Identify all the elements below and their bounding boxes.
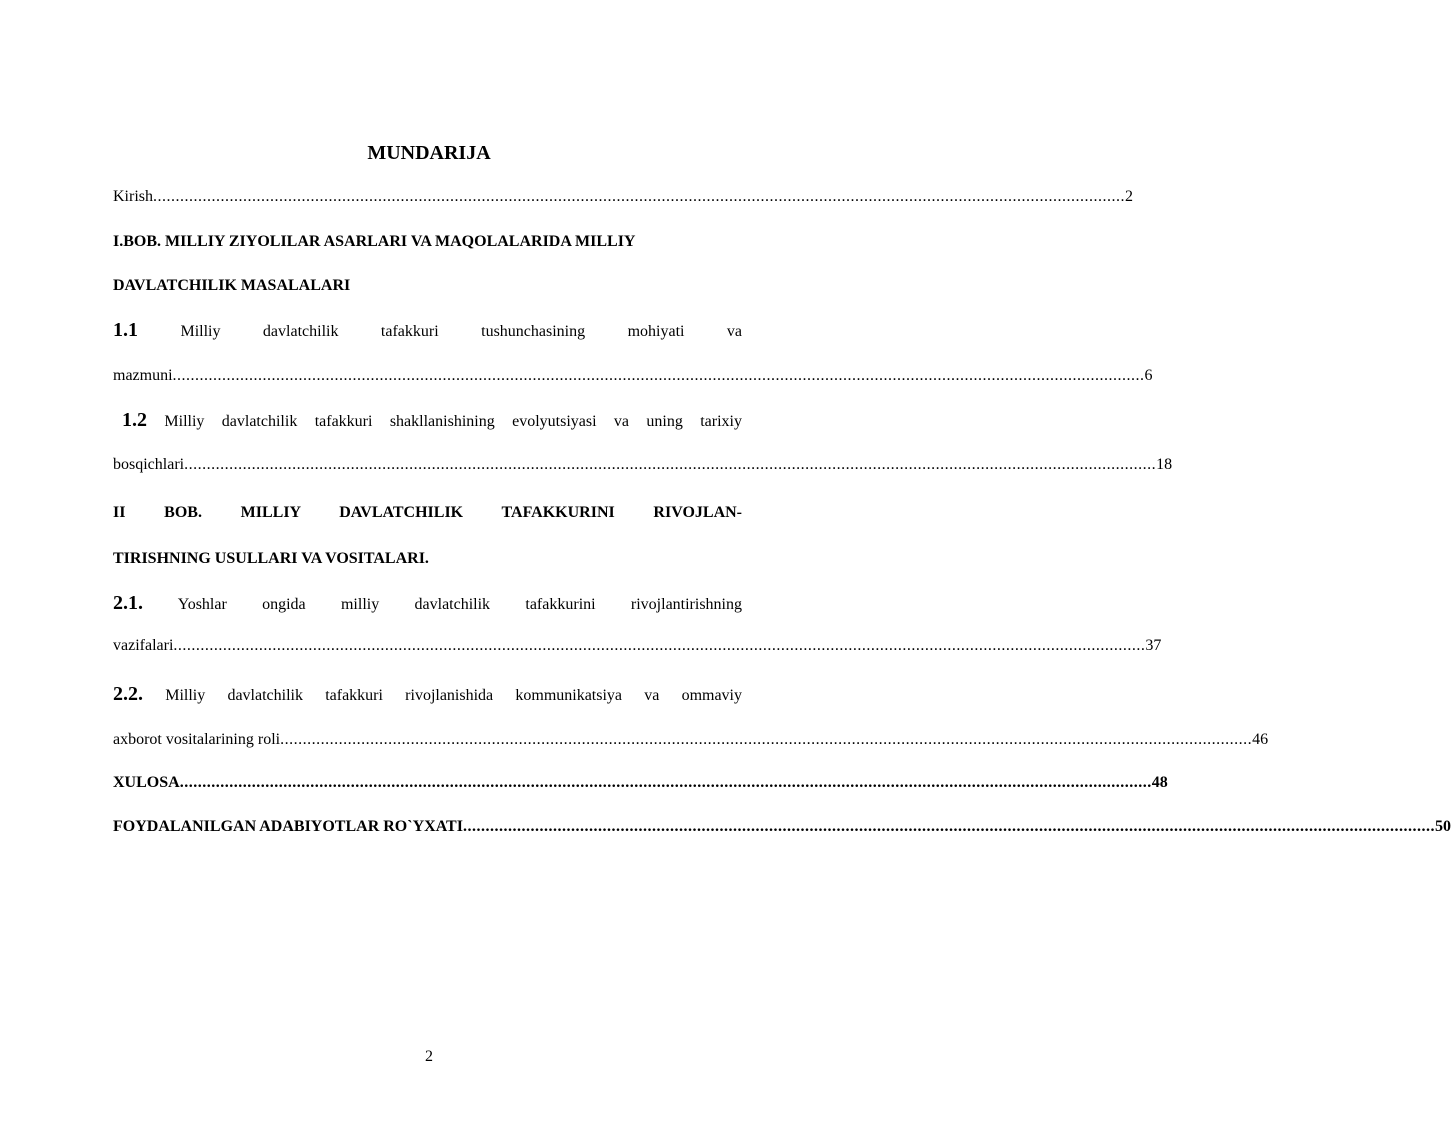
toc-section-text: Yoshlar ongida milliy davlatchilik tafakkurini rivojlantirishning [177, 596, 743, 613]
toc-entry-label: vazifalari [113, 637, 174, 654]
toc-entry-kirish [113, 187, 1133, 207]
toc-section-number: 1.1 [113, 319, 138, 341]
toc-leader-dots: ........................................................................................................................................................................................................................ [280, 731, 1253, 748]
toc-page-number: 50 [1434, 818, 1451, 835]
toc-entry-label: axborot vositalarining roli [113, 731, 281, 748]
toc-section-number: 2.1. [113, 592, 143, 614]
toc-leader-dots: ........................................................................................................................................................................................................................ [172, 367, 1145, 384]
toc-entry-xulosa [113, 773, 1168, 793]
toc-chapter-2-line2: TIRISHNING USULLARI VA VOSITALARI. [113, 550, 429, 567]
toc-entry-label: bosqichlari [113, 456, 185, 473]
toc-section-2-2-line2 [113, 730, 1269, 750]
toc-entry-label: XULOSA [113, 774, 180, 791]
toc-page-number: 6 [1144, 367, 1153, 384]
toc-leader-dots: ........................................................................................................................................................................................................................ [179, 774, 1152, 791]
toc-entry-label: Kirish [113, 188, 153, 205]
toc-leader-dots: ........................................................................................................................................................................................................................ [184, 456, 1157, 473]
toc-page-number: 37 [1145, 637, 1162, 654]
toc-section-number: 2.2. [113, 683, 143, 705]
page-title: MUNDARIJA [367, 142, 491, 164]
toc-page-number: 2 [1125, 188, 1133, 205]
toc-page-number: 48 [1151, 774, 1168, 791]
toc-section-text: Milliy davlatchilik tafakkuri shakllanishining evolyutsiyasi va uning tarixiy [164, 413, 743, 430]
toc-chapter-2-line1: II BOB. MILLIY DAVLATCHILIK TAFAKKURINI RIVOJLAN- [113, 504, 742, 521]
toc-section-number: 1.2 [122, 409, 147, 431]
toc-section-1-2-line1 [122, 410, 742, 432]
toc-leader-dots: ........................................................................................................................................................................................................................ [462, 818, 1435, 835]
toc-section-1-2-line2 [113, 455, 1173, 475]
toc-page-number: 46 [1252, 731, 1269, 748]
toc-entry-label: mazmuni [113, 367, 173, 384]
toc-leader-dots: ........................................................................................................................................................................................................................ [153, 188, 1125, 205]
toc-section-text: Milliy davlatchilik tafakkuri tushunchasining mohiyati va [180, 323, 743, 340]
toc-section-text: Milliy davlatchilik tafakkuri rivojlanishida kommunikatsiya va ommaviy [165, 687, 742, 704]
toc-section-1-1-line1 [113, 320, 742, 342]
toc-entry-references [113, 817, 1451, 837]
page-number: 2 [425, 1048, 433, 1065]
toc-entry-label: FOYDALANILGAN ADABIYOTLAR RO`YXATI [113, 818, 463, 835]
toc-section-2-1-line1 [113, 593, 742, 615]
toc-chapter-1-line1: I.BOB. MILLIY ZIYOLILAR ASARLARI VA MAQOLALARIDA MILLIY [113, 233, 636, 250]
toc-leader-dots: ........................................................................................................................................................................................................................ [173, 637, 1146, 654]
toc-section-2-2-line1 [113, 684, 742, 706]
toc-section-2-1-line2 [113, 636, 1162, 656]
toc-chapter-1-line2: DAVLATCHILIK MASALALARI [113, 277, 351, 294]
toc-section-1-1-line2 [113, 366, 1153, 386]
toc-page-number: 18 [1156, 456, 1173, 473]
